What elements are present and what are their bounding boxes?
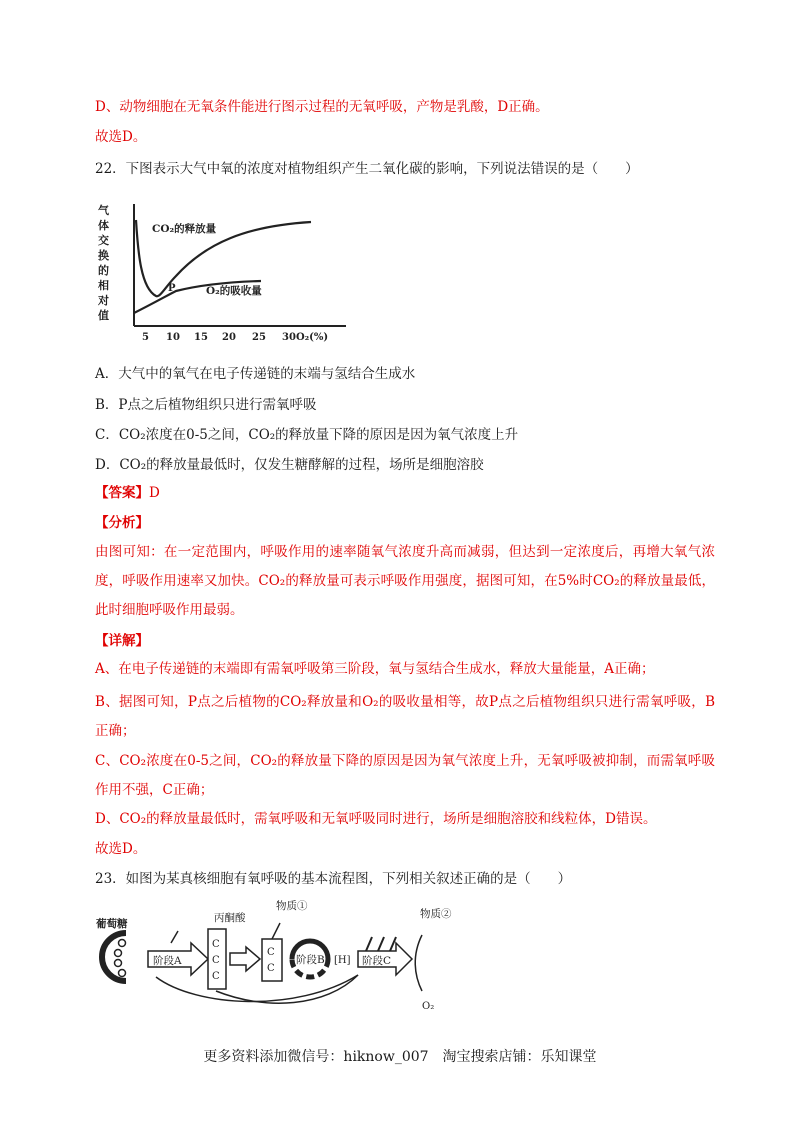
y-axis-label-char: 相	[98, 279, 109, 292]
option-d: D．CO₂的释放量最低时，仅发生糖酵解的过程，场所是细胞溶胶	[95, 457, 484, 473]
y-axis-label	[97, 203, 110, 322]
detail-b: B、据图可知，P点之后植物的CO₂释放量和O₂的吸收量相等，故P点之后植物组织只进行需氧呼吸，B正确；	[95, 694, 715, 739]
y-axis-label-char: 体	[98, 219, 109, 232]
x-tick: 30	[282, 332, 296, 343]
analysis-text: 由图可知：在一定范围内，呼吸作用的速率随氧气浓度升高而减弱，但达到一定浓度后，再增大氧气浓度，呼吸作用速率又加快。CO₂的释放量可表示呼吸作用强度，据图可知，在5%时CO₂的释放量最低，此时细胞呼吸作用最弱。	[95, 544, 715, 618]
substance-2-curve	[415, 935, 422, 991]
x-tick: 15	[194, 332, 208, 343]
y-axis-label-char: 对	[98, 294, 109, 307]
option-b: B．P点之后植物组织只进行需氧呼吸	[95, 397, 317, 413]
stage-a-branch-arrow	[171, 931, 178, 943]
x-tick: 25	[252, 332, 266, 343]
glucose-label: 葡萄糖	[96, 918, 128, 930]
stage-c-energy-arrows	[366, 937, 396, 951]
point-p-label: P	[168, 283, 176, 294]
co2-release-label: CO₂的释放量	[152, 223, 217, 235]
transfer-arrow	[230, 947, 260, 971]
acetyl-carbon: C	[267, 963, 275, 974]
pyruvate-label: 丙酮酸	[214, 912, 246, 924]
acetyl-box	[262, 939, 282, 981]
pyruvate-carbon: C	[212, 939, 220, 950]
answer-value: D	[149, 485, 160, 501]
y-axis-label-char: 的	[98, 264, 109, 277]
x-tick: 20	[222, 332, 236, 343]
stage-c-label: 阶段C	[362, 955, 392, 967]
return-curve	[156, 975, 358, 1002]
analysis-label: 【分析】	[95, 515, 149, 531]
acetyl-carbon: C	[267, 947, 275, 958]
prev-choose-line: 故选D。	[95, 129, 147, 145]
pyruvate-carbon: C	[212, 955, 220, 966]
respiration-flow-diagram	[96, 895, 476, 1017]
substance-1-label: 物质①	[276, 900, 308, 912]
o2-label: O₂	[422, 1001, 435, 1012]
detail-a: A、在电子传递链的末端即有需氧呼吸第三阶段，氧与氢结合生成水，释放大量能量，A正确；	[95, 661, 655, 677]
x-tick: 10	[166, 332, 180, 343]
option-c: C．CO₂浓度在0-5之间，CO₂的释放量下降的原因是因为氧气浓度上升	[95, 427, 519, 443]
y-axis-label-char: 气	[98, 204, 109, 217]
stage-a-label: 阶段A	[153, 955, 182, 967]
x-axis-ticks	[142, 332, 328, 343]
answer-line	[95, 484, 160, 502]
answer-label: 【答案】	[95, 485, 149, 501]
detail-c: C、CO₂浓度在0-5之间，CO₂的释放量下降的原因是因为氧气浓度上升，无氧呼吸被抑制，而需氧呼吸作用不强，C正确；	[95, 753, 715, 798]
o2-uptake-label: O₂的吸收量	[206, 285, 262, 297]
prev-option-d-line: D、动物细胞在无氧条件能进行图示过程的无氧呼吸，产物是乳酸，D正确。	[95, 99, 549, 115]
option-a: A．大气中的氧气在电子传递链的末端与氢结合生成水	[95, 366, 416, 382]
substance-1-arrow	[272, 923, 280, 939]
question-22-stem: 22．下图表示大气中氧的浓度对植物组织产生二氧化碳的影响，下列说法错误的是（ ）	[95, 161, 639, 177]
choose-line: 故选D。	[95, 841, 147, 857]
x-axis-label: O₂(%)	[296, 332, 329, 343]
substance-2-label: 物质②	[420, 908, 452, 920]
pyruvate-carbon: C	[212, 971, 220, 982]
detail-d: D、CO₂的释放量最低时，需氧呼吸和无氧呼吸同时进行，场所是细胞溶胶和线粒体，D错误。	[95, 811, 657, 827]
oxygen-co2-chart	[96, 198, 356, 348]
question-23-stem: 23．如图为某真核细胞有氧呼吸的基本流程图，下列相关叙述正确的是（ ）	[95, 871, 572, 887]
y-axis-label-char: 交	[98, 234, 109, 247]
x-tick: 5	[142, 332, 149, 343]
y-axis-label-char: 值	[98, 309, 109, 322]
hydrogen-label: [H]	[334, 955, 351, 966]
stage-b-label: 阶段B	[296, 954, 325, 966]
glucose-ring	[102, 933, 126, 981]
y-axis-label-char: 换	[98, 249, 109, 262]
footer-text: 更多资料添加微信号：hiknow_007 淘宝搜索店铺：乐知课堂	[203, 1049, 597, 1065]
detail-label: 【详解】	[95, 633, 149, 649]
